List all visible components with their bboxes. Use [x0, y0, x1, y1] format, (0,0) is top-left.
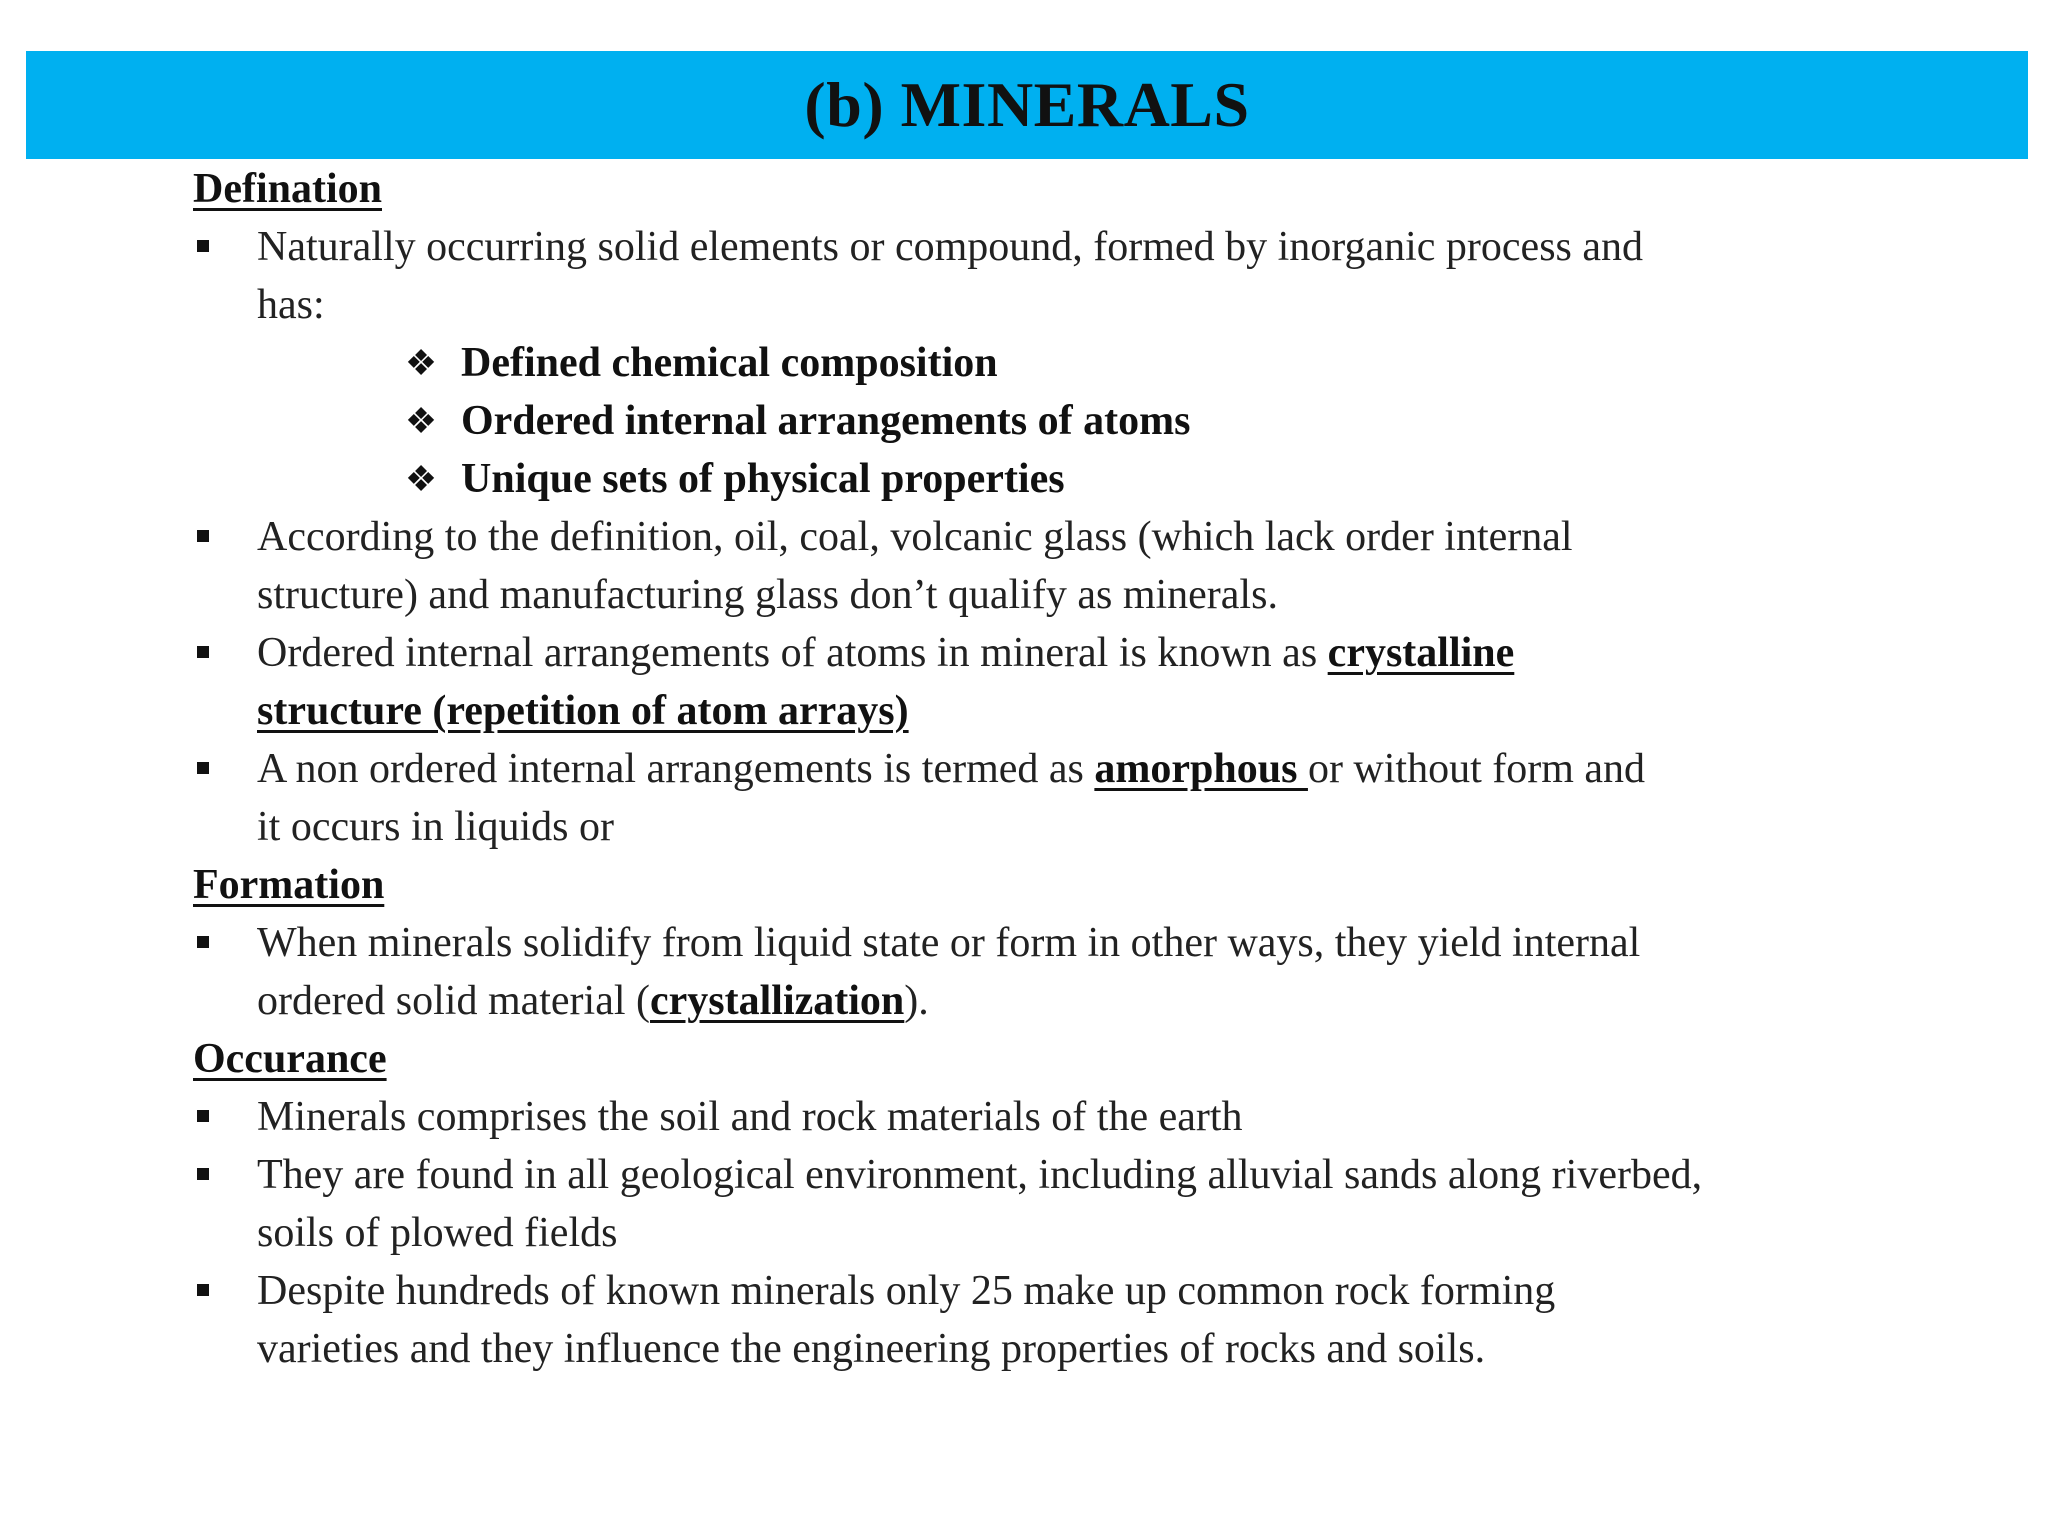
list-item	[193, 914, 1913, 972]
list-item	[193, 508, 1913, 566]
list-item-continuation	[193, 972, 1913, 1030]
bullet-text: it occurs in liquids or	[257, 804, 614, 850]
term-crystalline: crystalline	[1327, 630, 1515, 676]
heading-occurance: Occurance	[193, 1036, 387, 1082]
heading-defination: Defination	[193, 166, 382, 212]
square-bullet-icon	[197, 1284, 209, 1296]
bullet-text: structure) and manufacturing glass don’t qualify as minerals.	[257, 572, 1278, 618]
list-item-continuation	[193, 1204, 1913, 1262]
term-crystalline-structure: structure (repetition of atom arrays)	[257, 688, 909, 734]
bullet-text: has:	[257, 282, 325, 328]
diamond-bullet-icon: ❖	[404, 459, 438, 499]
bullet-text: According to the definition, oil, coal, volcanic glass (which lack order internal	[257, 514, 1573, 560]
slide-content	[193, 160, 1913, 1378]
bullet-text: soils of plowed fields	[257, 1210, 618, 1256]
term-amorphous: amorphous	[1094, 746, 1308, 792]
bullet-text: They are found in all geological environment, including alluvial sands along riverbed,	[257, 1152, 1703, 1198]
sub-list-item	[193, 334, 1913, 392]
list-item	[193, 740, 1913, 798]
square-bullet-icon	[197, 1168, 209, 1180]
section-occurance	[193, 1030, 1913, 1088]
list-item-continuation	[193, 798, 1913, 856]
bullet-text: Naturally occurring solid elements or compound, formed by inorganic process and	[257, 224, 1644, 270]
sub-item-text: Ordered internal arrangements of atoms	[461, 398, 1191, 444]
sub-list-item	[193, 392, 1913, 450]
heading-formation: Formation	[193, 862, 385, 908]
list-item	[193, 218, 1913, 276]
list-item-continuation	[193, 1320, 1913, 1378]
section-defination	[193, 160, 1913, 218]
square-bullet-icon	[197, 530, 209, 542]
slide-title: (b) MINERALS	[804, 69, 1250, 140]
section-formation	[193, 856, 1913, 914]
term-crystallization: crystallization	[650, 978, 905, 1024]
sub-item-text: Defined chemical composition	[461, 340, 998, 386]
bullet-text: Minerals comprises the soil and rock materials of the earth	[257, 1094, 1243, 1140]
diamond-bullet-icon: ❖	[404, 343, 438, 383]
list-item	[193, 624, 1913, 682]
bullet-text: When minerals solidify from liquid state or form in other ways, they yield internal	[257, 920, 1641, 966]
bullet-text: ordered solid material (	[257, 978, 651, 1024]
square-bullet-icon	[197, 240, 209, 252]
list-item	[193, 1088, 1913, 1146]
list-item-continuation	[193, 566, 1913, 624]
sub-list-item	[193, 450, 1913, 508]
bullet-text: Ordered internal arrangements of atoms in mineral is known as	[257, 630, 1328, 676]
bullet-text: varieties and they influence the engineering properties of rocks and soils.	[257, 1326, 1486, 1372]
diamond-bullet-icon: ❖	[404, 401, 438, 441]
square-bullet-icon	[197, 936, 209, 948]
square-bullet-icon	[197, 762, 209, 774]
bullet-text: A non ordered internal arrangements is termed as	[257, 746, 1095, 792]
square-bullet-icon	[197, 1110, 209, 1122]
title-bar	[26, 51, 2028, 159]
list-item-continuation	[193, 682, 1913, 740]
list-item	[193, 1262, 1913, 1320]
sub-item-text: Unique sets of physical properties	[461, 456, 1065, 502]
bullet-text: Despite hundreds of known minerals only 25 make up common rock forming	[257, 1268, 1556, 1314]
list-item-continuation	[193, 276, 1913, 334]
square-bullet-icon	[197, 646, 209, 658]
bullet-text: ).	[904, 978, 929, 1024]
bullet-text: or without form and	[1307, 746, 1646, 792]
list-item	[193, 1146, 1913, 1204]
